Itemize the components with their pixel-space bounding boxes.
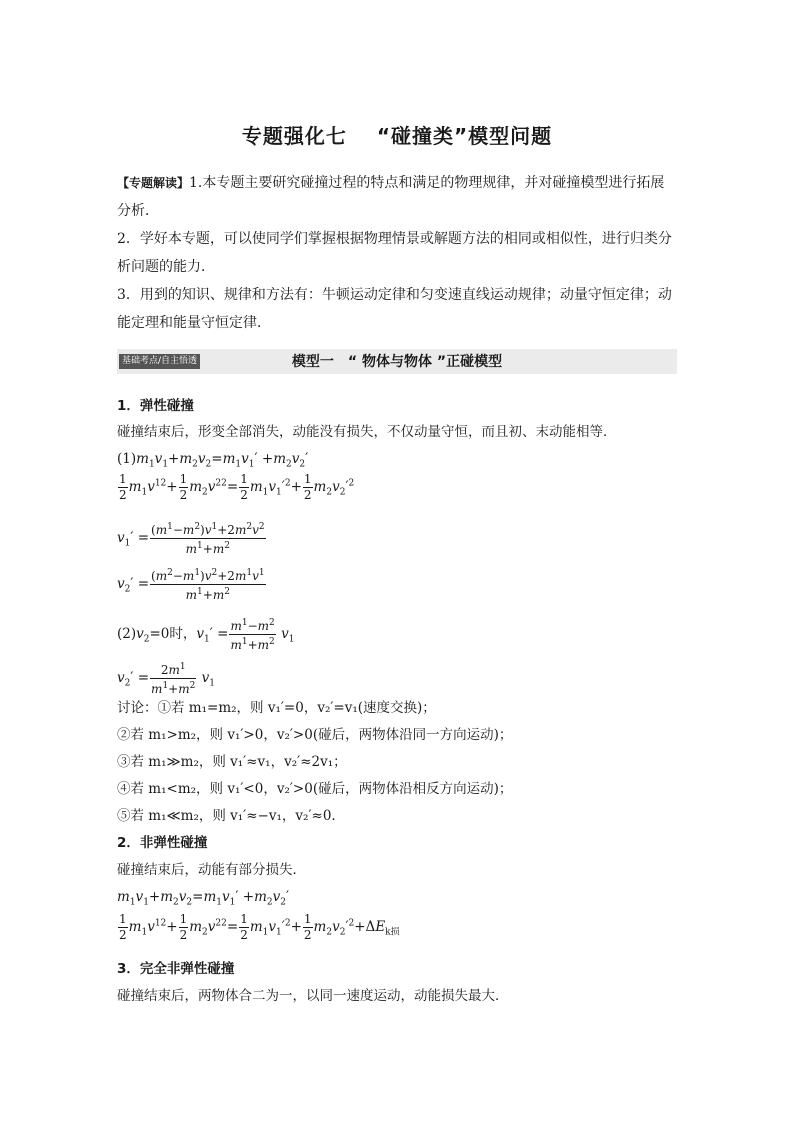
case-text: 时， [169,626,197,642]
perfect-inelastic-heading: 3．完全非弹性碰撞 [117,961,235,977]
discussion-3: ③若 m₁≫m₂，则 v₁′≈v₁，v₂′≈2v₁； [117,754,347,770]
intro-paragraph-1 [117,169,677,225]
elastic-description: 碰撞结束后，形变全部消失，动能没有损失，不仅动量守恒，而且初、末动能相等． [117,424,617,440]
discussion-1-text: ①若 m₁=m₂，则 v₁′=0，v₂′=v₁(速度交换)； [157,700,436,716]
page-title [0,120,794,149]
discussion-label: 讨论： [117,700,158,716]
section-heading: 模型一 “ 物体与物体 ”正碰模型 [291,354,503,370]
section-badge: 基础考点/自主悟透 [119,354,200,369]
inelastic-heading: 2．非弹性碰撞 [117,835,208,851]
title-part-1: 专题强化七 [241,124,347,148]
intro-tag: 【专题解读】 [117,176,190,190]
inelastic-energy: $\frac{1}{2}$ $m_1v^{12}+$ $\frac{1}{2}$ $m_2v^{22}=$ $\frac{1}{2}$ $m_1v_1'^2+$ $\frac{1}{2}$ $m_2v_2'^2+\Delta E_{k损}$ [119,912,400,942]
inelastic-description: 碰撞结束后，动能有部分损失． [117,862,306,878]
title-part-2: “碰撞类”模型问题 [376,124,553,148]
intro-text-1: 1.本专题主要研究碰撞过程的特点和满足的物理规律，并对碰撞模型进行拓展分析． [117,175,665,219]
elastic-heading: 1．弹性碰撞 [117,398,194,414]
formula-case-v2-zero: $(2)v_2=0$时，$v_1'$ = $\frac{m^1-m^2}{m^1+m^2}$ $v_1$ [117,618,295,652]
formula-v2-prime: $v_2'$ = $\frac{(m^2-m^1)v^2+2m^1v^1}{m^1+m^2}$ [117,568,265,602]
inelastic-momentum: $m_1v_1+m_2v_2=m_1v_1' +m_2v_2'$ [117,889,290,908]
perfect-inelastic-description: 碰撞结束后，两物体合二为一，以同一速度运动，动能损失最大． [117,988,509,1004]
discussion-2: ②若 m₁>m₂，则 v₁′>0，v₂′>0(碰后，两物体沿同一方向运动)； [117,727,513,743]
formula-energy: $\frac{1}{2}$ $m_1v^{12}+$ $\frac{1}{2}$ $m_2v^{22}=$ $\frac{1}{2}$ $m_1v_1'^2+$ $\frac{1}{2}$ $m_2v_2'^2$ [119,472,355,502]
formula-momentum: $(1)m_1v_1+m_2v_2=m_1v_1' +m_2v_2'$ [117,451,309,470]
discussion-4: ④若 m₁<m₂，则 v₁′<0，v₂′>0(碰后，两物体沿相反方向运动)； [117,781,513,797]
discussion-5: ⑤若 m₁≪m₂，则 v₁′≈−v₁，v₂′≈0. [117,808,336,824]
energy-loss-subscript: k损 [385,927,400,938]
formula-v1-prime: $v_1'$ = $\frac{(m^1-m^2)v^1+2m^2v^2}{m^1+m^2}$ [117,522,265,556]
intro-paragraph-2: 2．学好本专题，可以使同学们掌握根据物理情景或解题方法的相同或相似性，进行归类分析问题的能力． [117,231,672,275]
section-header-bar [117,349,677,374]
discussion-1 [117,698,436,718]
formula-case-v2-prime: $v_2'$ = $\frac{2m^1}{m^1+m^2}$ $v_1$ [117,662,216,696]
intro-paragraph-3: 3．用到的知识、规律和方法有：牛顿运动定律和匀变速直线运动规律；动量守恒定律；动能定理和能量守恒定律． [117,287,672,331]
